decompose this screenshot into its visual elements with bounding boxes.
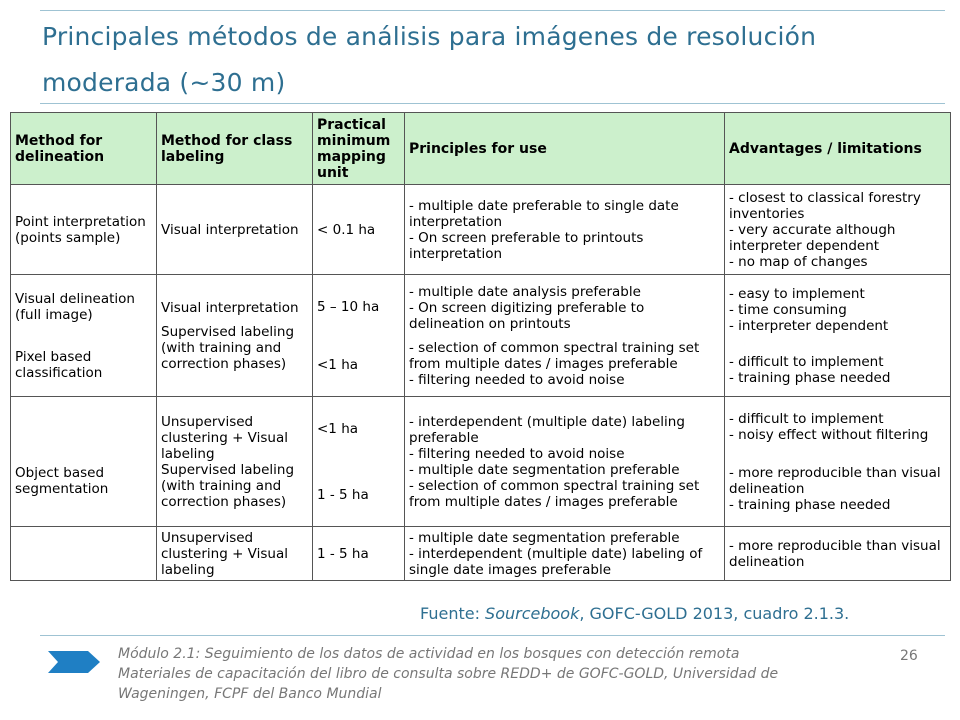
cell-unit: <1 ha: [317, 356, 359, 373]
header-unit: Practical minimum mapping unit: [313, 113, 405, 185]
slide-title: [42, 14, 942, 106]
cell-unit: 1 - 5 ha: [313, 527, 405, 581]
cell-labeling: Visual interpretation: [157, 185, 313, 275]
cell-labeling: Supervised labeling (with training and correction phases): [161, 323, 295, 372]
cell-delineation: Pixel based classification: [15, 348, 103, 381]
cell-labeling-group: [157, 275, 313, 397]
cell-unit: 1 - 5 ha: [317, 486, 369, 503]
cell-advantages: - more reproducible than visual delineation - training phase needed: [729, 464, 941, 513]
source-book: Sourcebook: [485, 604, 580, 623]
cell-unit: <1 ha: [317, 420, 359, 437]
footer-rule: [40, 635, 945, 636]
title-line-2: moderada (~30 m): [42, 68, 286, 97]
footer-line-1: Módulo 2.1: Seguimiento de los datos de actividad en los bosques con detección remota: [118, 646, 740, 662]
cell-principles: - multiple date preferable to single date interpretation - On screen preferable to printouts interpretation: [405, 185, 725, 275]
cell-principles: - multiple date analysis preferable - On screen digitizing preferable to delineation on printouts: [409, 283, 645, 332]
footer-text: [118, 644, 838, 704]
table-row: [11, 185, 951, 275]
top-rule: [40, 10, 945, 11]
cell-principles: - multiple date segmentation preferable - selection of common spectral training set from multiple dates / images preferable: [409, 461, 700, 510]
footer-line-2: Materiales de capacitación del libro de consulta sobre REDD+ de GOFC-GOLD, Universidad de: [118, 666, 779, 682]
cell-unit: < 0.1 ha: [313, 185, 405, 275]
source-prefix: Fuente:: [420, 604, 486, 623]
cell-labeling: Unsupervised clustering + Visual labeling: [161, 413, 288, 462]
cell-principles: - multiple date segmentation preferable - interdependent (multiple date) labeling of single date images preferable: [405, 527, 725, 581]
cell-principles-group: [405, 275, 725, 397]
cell-delineation-group: [11, 275, 157, 397]
footer-line-3: Wageningen, FCPF del Banco Mundial: [118, 686, 382, 702]
cell-principles: - interdependent (multiple date) labeling preferable - filtering needed to avoid noise: [409, 413, 685, 462]
title-line-1: Principales métodos de análisis para imágenes de resolución: [42, 22, 817, 51]
table-header-row: [11, 113, 951, 185]
chevron-arrow-icon: [48, 651, 100, 673]
cell-advantages-group: [725, 397, 951, 527]
cell-advantages: - easy to implement - time consuming - interpreter dependent: [729, 285, 889, 334]
cell-unit-group: [313, 397, 405, 527]
header-principles: Principles for use: [405, 113, 725, 185]
source-citation: [420, 604, 849, 623]
cell-delineation: Visual delineation (full image): [15, 290, 135, 323]
cell-principles: - selection of common spectral training set from multiple dates / images preferable - filtering needed to avoid noise: [409, 339, 700, 388]
cell-delineation: Point interpretation (points sample): [11, 185, 157, 275]
cell-labeling: Visual interpretation: [161, 299, 299, 316]
cell-labeling: Unsupervised clustering + Visual labeling: [157, 527, 313, 581]
cell-advantages: - more reproducible than visual delineation: [725, 527, 951, 581]
header-advantages: Advantages / limitations: [725, 113, 951, 185]
cell-labeling: Supervised labeling (with training and correction phases): [161, 461, 295, 510]
cell-advantages-group: [725, 275, 951, 397]
title-rule: [40, 103, 945, 104]
cell-principles-group: [405, 397, 725, 527]
cell-advantages: - closest to classical forestry inventories - very accurate although interpreter dependent - no map of changes: [725, 185, 951, 275]
header-delineation: Method for delineation: [11, 113, 157, 185]
methods-table: [10, 112, 951, 581]
cell-unit: 5 – 10 ha: [317, 298, 380, 315]
cell-advantages: - difficult to implement - noisy effect without filtering: [729, 410, 929, 443]
table-row: [11, 397, 951, 527]
source-suffix: , GOFC-GOLD 2013, cuadro 2.1.3.: [579, 604, 850, 623]
cell-delineation: Object based segmentation: [11, 397, 157, 527]
cell-advantages: - difficult to implement - training phase needed: [729, 353, 891, 386]
table-row: [11, 527, 951, 581]
table-row: [11, 275, 951, 397]
cell-unit-group: [313, 275, 405, 397]
cell-labeling-group: [157, 397, 313, 527]
page-number: 26: [900, 648, 918, 664]
cell-delineation: [11, 527, 157, 581]
header-labeling: Method for class labeling: [157, 113, 313, 185]
